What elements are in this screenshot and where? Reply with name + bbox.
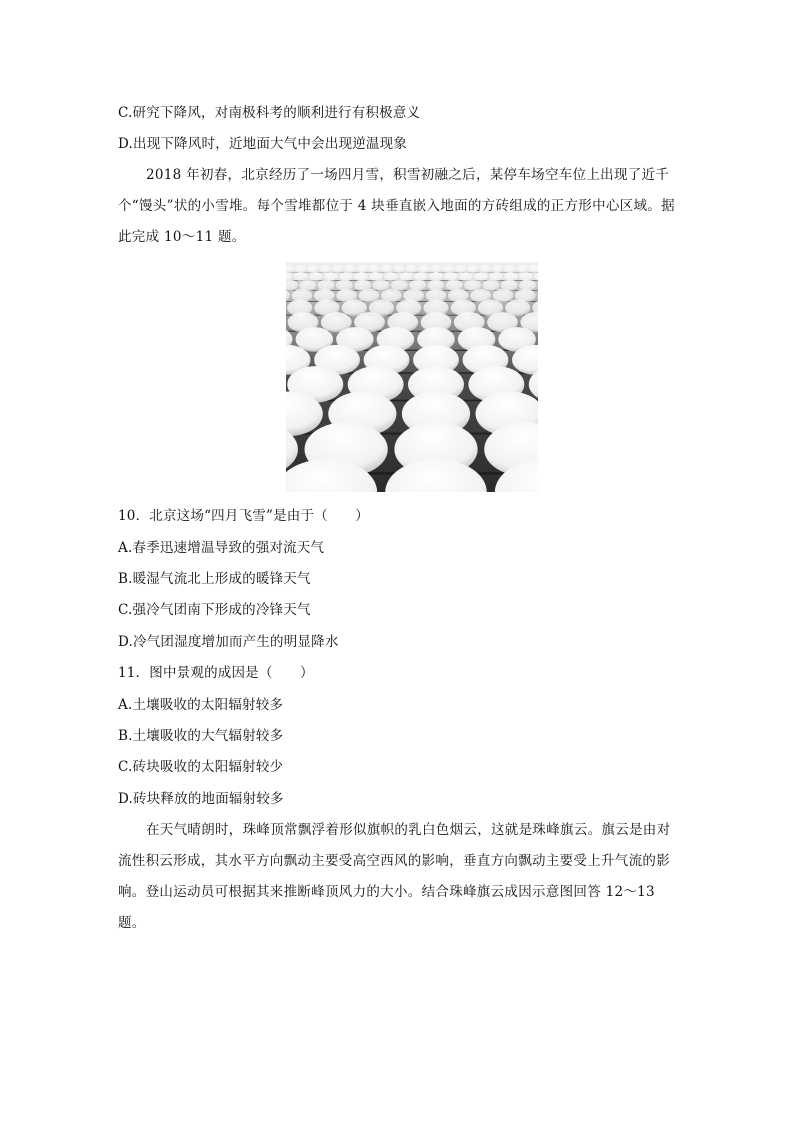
option-d-prev: D.出现下降风时，近地面大气中会出现逆温现象 (118, 136, 408, 152)
q11-option-d: D.砖块释放的地面辐射较多 (118, 791, 284, 807)
q10-option-b: B.暖湿气流北上形成的暖锋天气 (118, 571, 311, 587)
q10-stem: 10．北京这场“四月飞雪”是由于（ ） (118, 508, 369, 524)
q11-option-c: C.砖块吸收的太阳辐射较少 (118, 759, 284, 775)
passage-snow (118, 160, 678, 253)
passage-snow-text: 2018 年初春，北京经历了一场四月雪，积雪初融之后，某停车场空车位上出现了近千个“馒头”状的小雪堆。每个雪堆都位于 4 块垂直嵌入地面的方砖组成的正方形中心区域。据此完成 10～11 题。 (118, 167, 675, 245)
q10-option-d: D.冷气团湿度增加而产生的明显降水 (118, 634, 339, 650)
snow-mound (482, 280, 499, 291)
q10-option-a: A.春季迅速增温导致的强对流天气 (118, 540, 325, 556)
photo-haze (286, 262, 538, 280)
q11-option-b: B.土壤吸收的大气辐射较多 (118, 728, 284, 744)
q11-option-a: A.土壤吸收的太阳辐射较多 (118, 697, 284, 713)
snow-mound (373, 280, 390, 291)
q11-stem: 11．图中景观的成因是（ ） (118, 665, 314, 681)
snow-mounds-photo (286, 262, 538, 492)
passage-flag-cloud (118, 815, 678, 939)
option-c-prev: C.研究下降风，对南极科考的顺利进行有积极意义 (118, 105, 421, 121)
passage-flag-cloud-text: 在天气晴朗时，珠峰顶常飘浮着形似旗帜的乳白色烟云，这就是珠峰旗云。旗云是由对流性积云形成，其水平方向飘动主要受高空西风的影响，垂直方向飘动主要受上升气流的影响。登山运动员可根据其来推断峰顶风力的大小。结合珠峰旗云成因示意图回答 12～13 题。 (118, 822, 671, 931)
q10-option-c: C.强冷气团南下形成的冷锋天气 (118, 602, 311, 618)
